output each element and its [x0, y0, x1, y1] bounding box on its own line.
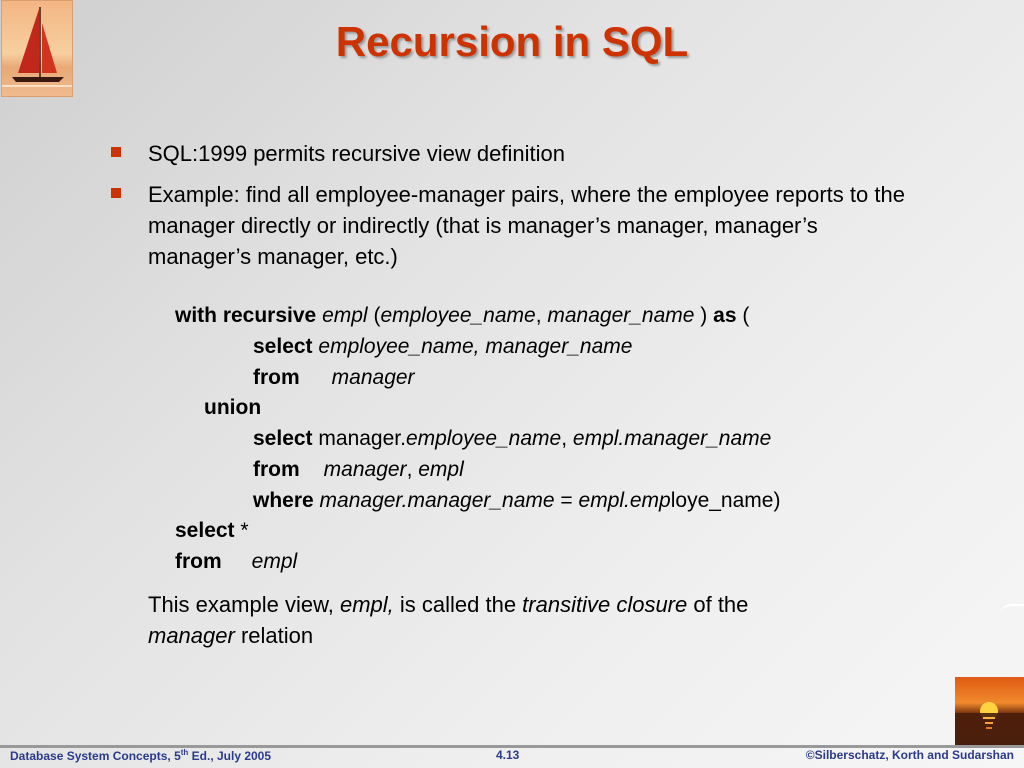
bullet-square-icon — [111, 147, 121, 157]
decorative-wave — [1000, 604, 1024, 624]
footer-book-title: Database System Concepts, 5th Ed., July 2005 — [10, 748, 272, 763]
code-line-4: union — [204, 396, 262, 419]
sunset-logo-image — [955, 677, 1024, 745]
code-line-5: select manager.employee_name, empl.manager_name — [253, 427, 772, 450]
bullet-text: SQL:1999 permits recursive view definition — [148, 141, 565, 166]
bullet-text: Example: find all employee-manager pairs, where the employee reports to the manager directly or indirectly (that is manager’s manager, manager’s manager’s manager, etc.) — [148, 182, 905, 269]
code-line-7: where manager.manager_name = empl.employe_name) — [253, 489, 781, 512]
bullet-square-icon — [111, 188, 121, 198]
slide-title: Recursion in SQL — [335, 18, 689, 65]
code-line-2: select employee_name, manager_name — [253, 335, 633, 358]
code-line-9: from empl — [175, 550, 298, 573]
closure-note: This example view, empl, is called the transitive closure of the manager relation — [148, 592, 749, 648]
bullet-item — [148, 138, 908, 169]
footer-page-number: 4.13 — [496, 748, 520, 762]
bullet-item — [148, 179, 908, 272]
code-line-1: with recursive empl (employee_name, manager_name ) as ( — [175, 304, 750, 327]
code-line-8: select * — [175, 519, 249, 542]
code-line-6: from manager, empl — [253, 458, 464, 481]
code-line-3: from manager — [253, 366, 415, 389]
footer-copyright: ©Silberschatz, Korth and Sudarshan — [805, 748, 1014, 762]
